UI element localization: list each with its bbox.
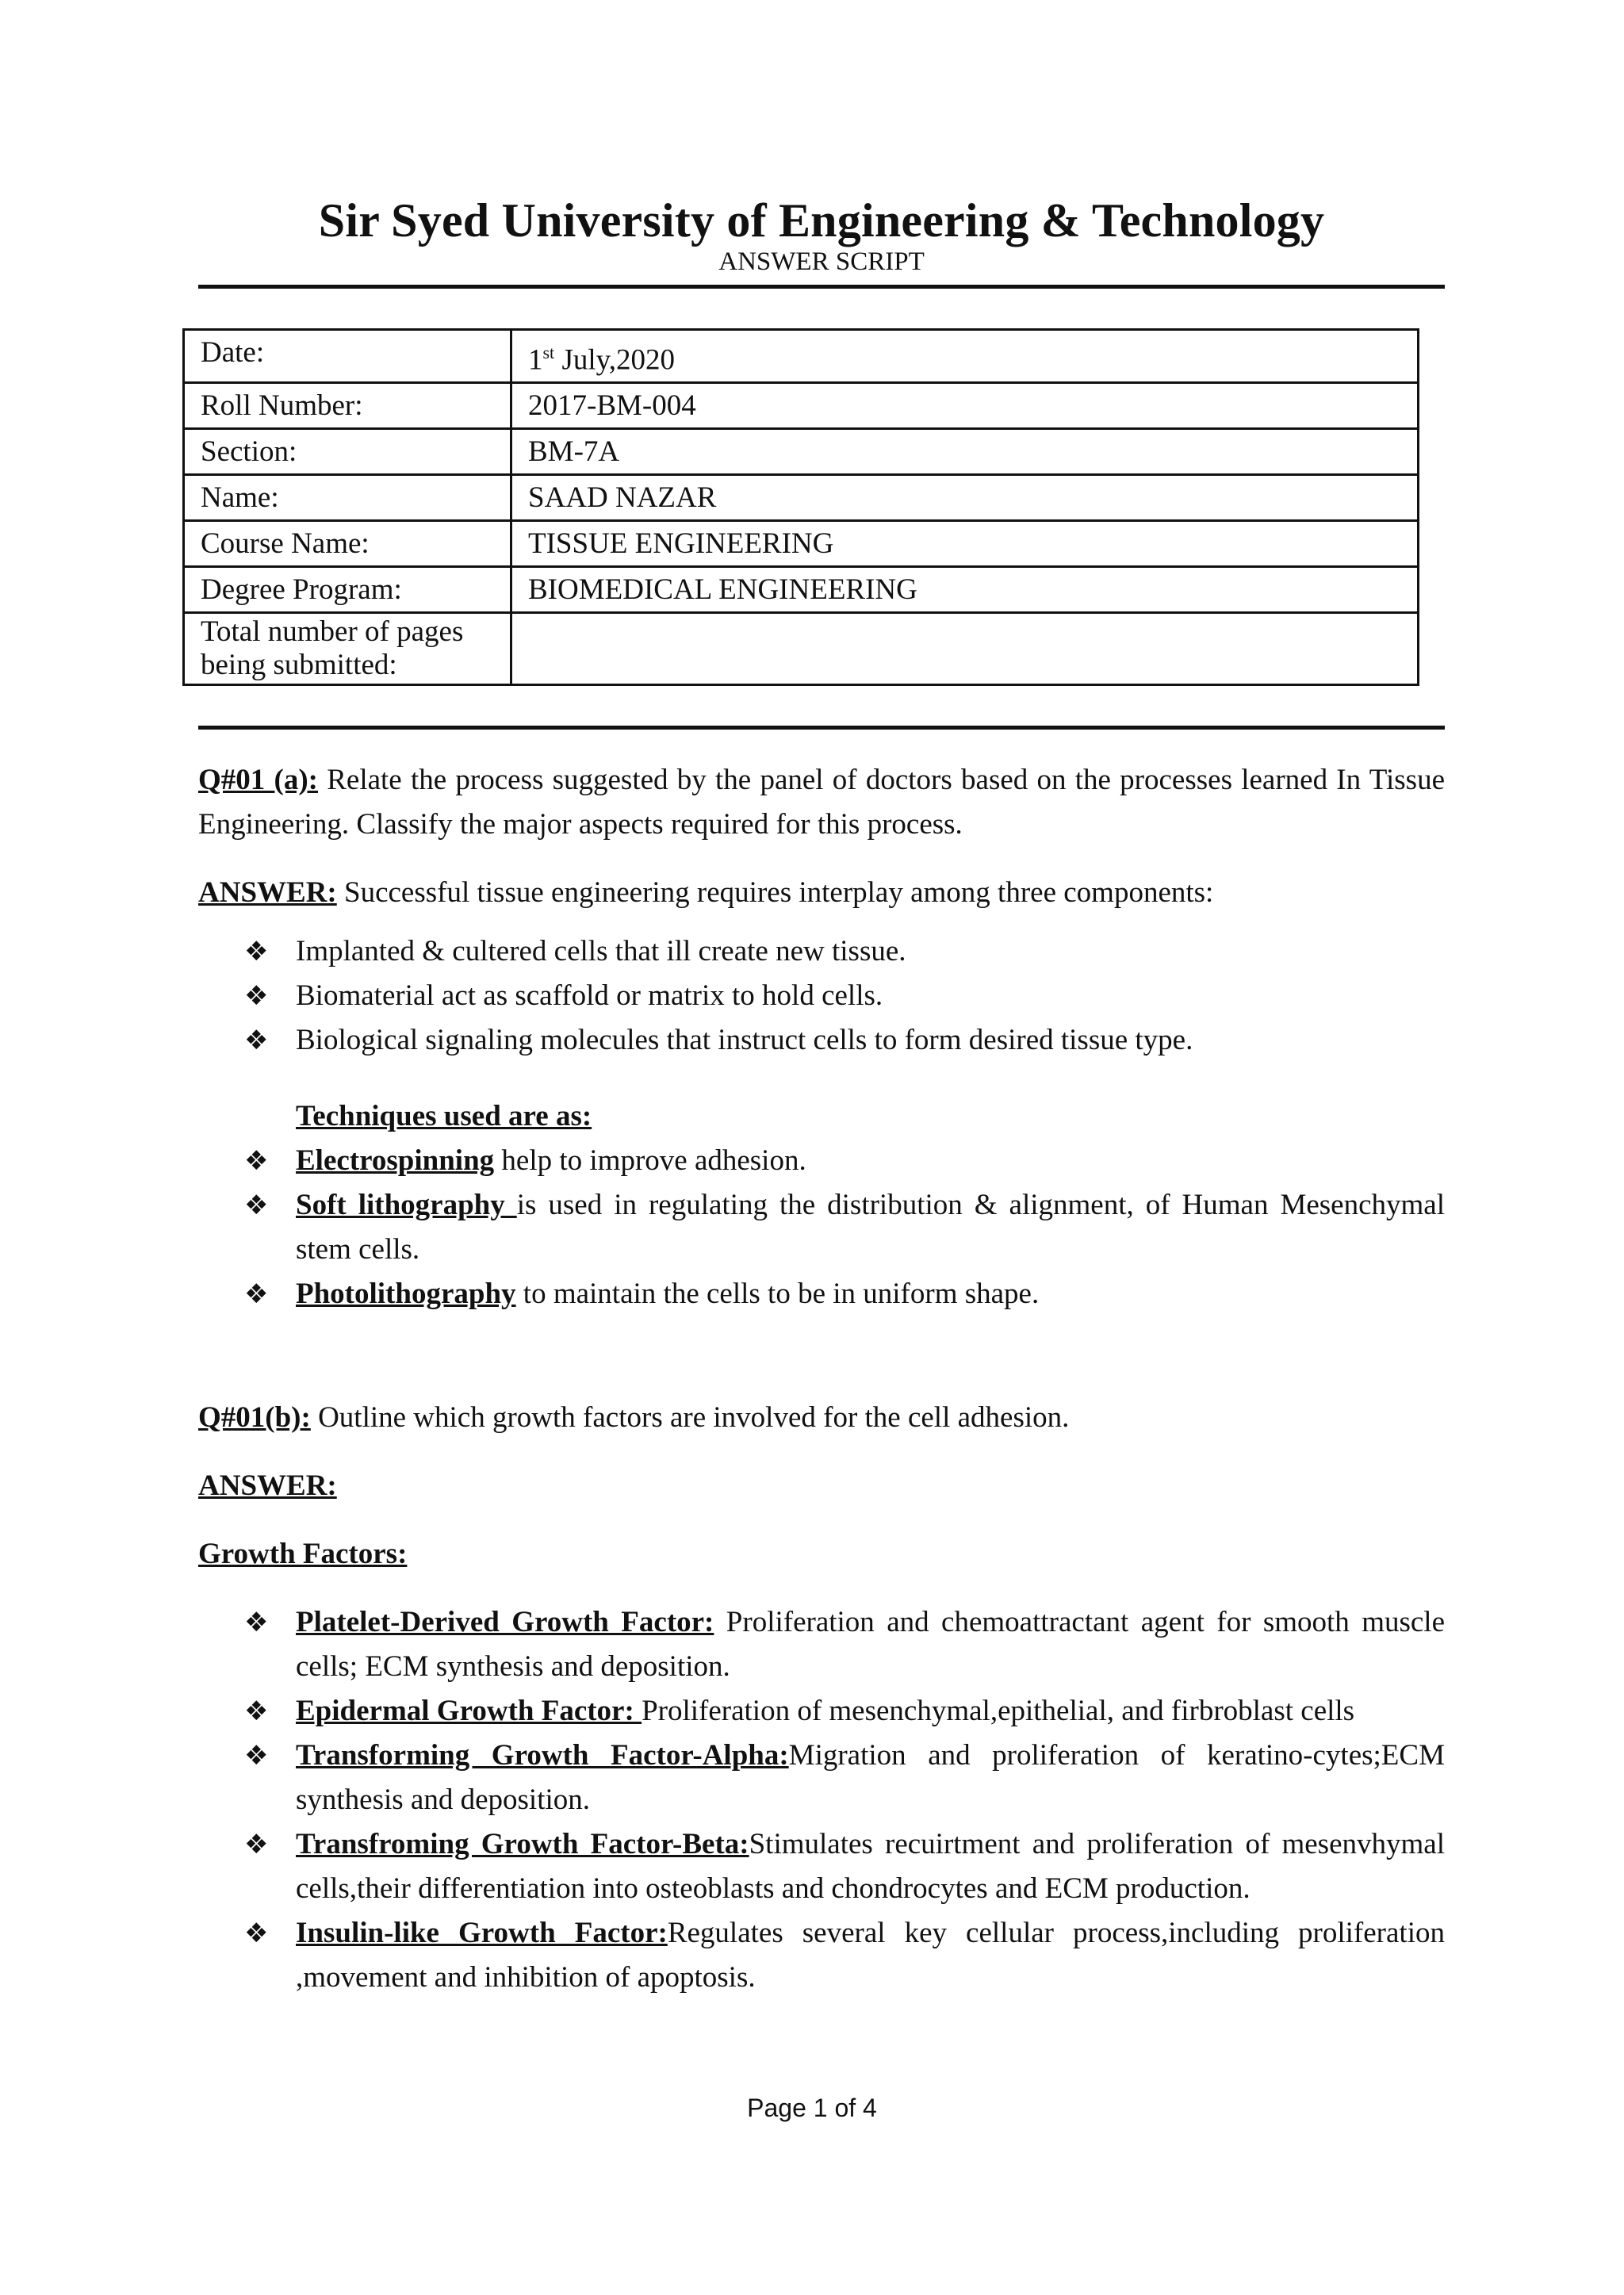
roll-label: Roll Number: xyxy=(184,383,511,429)
techniques-list xyxy=(198,1139,1445,1316)
list-item: ❖ Photolithography to maintain the cells to be in uniform shape. xyxy=(198,1272,1445,1316)
list-item: ❖ Insulin-like Growth Factor:Regulates several key cellular process,including proliferation ,movement and inhibition of apoptosis. xyxy=(198,1911,1445,2000)
roll-value: 2017-BM-004 xyxy=(511,383,1419,429)
page-number-footer: Page 1 of 4 xyxy=(747,2094,877,2122)
list-item: ❖ Transfroming Growth Factor-Beta:Stimulates recuirtment and proliferation of mesenvhymal cells,their differentiation into osteoblasts and chondrocytes and ECM production. xyxy=(198,1822,1445,1911)
info-row-roll xyxy=(184,383,1419,429)
info-row-degree xyxy=(184,567,1419,613)
degree-label: Degree Program: xyxy=(184,567,511,613)
q1a-question: Q#01 (a): Relate the process suggested by the panel of doctors based on the processes learned In Tissue Engineering. Classify the major aspects required for this process. xyxy=(198,764,1445,841)
university-title: Sir Syed University of Engineering & Technology xyxy=(318,194,1325,247)
info-row-section xyxy=(184,429,1419,475)
table-bottom-rule xyxy=(198,726,1445,730)
section-value: BM-7A xyxy=(511,429,1419,475)
diamond-bullet-icon: ❖ xyxy=(244,1278,269,1311)
growth-factors-heading: Growth Factors: xyxy=(198,1538,408,1571)
list-item: ❖ Implanted & cultered cells that ill create new tissue. xyxy=(198,929,1445,974)
degree-value: BIOMEDICAL ENGINEERING xyxy=(511,567,1419,613)
diamond-bullet-icon: ❖ xyxy=(244,936,269,968)
course-value: TISSUE ENGINEERING xyxy=(511,521,1419,567)
info-row-name xyxy=(184,475,1419,521)
q1a-answer: ANSWER: Successful tissue engineering requires interplay among three components: xyxy=(198,876,1214,910)
diamond-bullet-icon: ❖ xyxy=(244,1145,269,1178)
date-label: Date: xyxy=(184,330,511,383)
list-item: ❖ Biomaterial act as scaffold or matrix to hold cells. xyxy=(198,974,1445,1018)
diamond-bullet-icon: ❖ xyxy=(244,1190,269,1222)
info-row-course xyxy=(184,521,1419,567)
diamond-bullet-icon: ❖ xyxy=(244,1025,269,1057)
pages-value xyxy=(511,613,1419,685)
techniques-heading: Techniques used are as: xyxy=(296,1100,592,1133)
diamond-bullet-icon: ❖ xyxy=(244,1607,269,1639)
growth-factors-list xyxy=(198,1600,1445,2000)
q1b-answer-label: ANSWER: xyxy=(198,1469,337,1503)
name-value: SAAD NAZAR xyxy=(511,475,1419,521)
header-rule xyxy=(198,285,1445,289)
doc-type-subtitle: ANSWER SCRIPT xyxy=(718,247,925,276)
info-row-date xyxy=(184,330,1419,383)
list-item: ❖ Epidermal Growth Factor: Proliferation of mesenchymal,epithelial, and firbroblast cells xyxy=(198,1689,1445,1734)
info-row-pages xyxy=(184,613,1419,685)
student-info-table xyxy=(182,328,1419,686)
course-label: Course Name: xyxy=(184,521,511,567)
diamond-bullet-icon: ❖ xyxy=(244,1740,269,1772)
components-list xyxy=(198,929,1445,1063)
diamond-bullet-icon: ❖ xyxy=(244,980,269,1013)
list-item: ❖ Biological signaling molecules that instruct cells to form desired tissue type. xyxy=(198,1018,1445,1063)
pages-label: Total number of pages being submitted: xyxy=(184,613,511,685)
answer-script-page xyxy=(198,194,1445,2000)
diamond-bullet-icon: ❖ xyxy=(244,1695,269,1728)
diamond-bullet-icon: ❖ xyxy=(244,1829,269,1861)
list-item: ❖ Soft lithography is used in regulating the distribution & alignment, of Human Mesenchymal stem cells. xyxy=(198,1183,1445,1272)
section-label: Section: xyxy=(184,429,511,475)
list-item: ❖ Platelet-Derived Growth Factor: Proliferation and chemoattractant agent for smooth muscle cells; ECM synthesis and deposition. xyxy=(198,1600,1445,1689)
list-item: ❖ Electrospinning help to improve adhesion. xyxy=(198,1139,1445,1183)
diamond-bullet-icon: ❖ xyxy=(244,1918,269,1950)
date-value: 1st July,2020 xyxy=(511,330,1419,383)
name-label: Name: xyxy=(184,475,511,521)
q1b-question: Q#01(b): Outline which growth factors are involved for the cell adhesion. xyxy=(198,1401,1070,1435)
list-item: ❖ Transforming Growth Factor-Alpha:Migration and proliferation of keratino-cytes;ECM synthesis and deposition. xyxy=(198,1734,1445,1822)
